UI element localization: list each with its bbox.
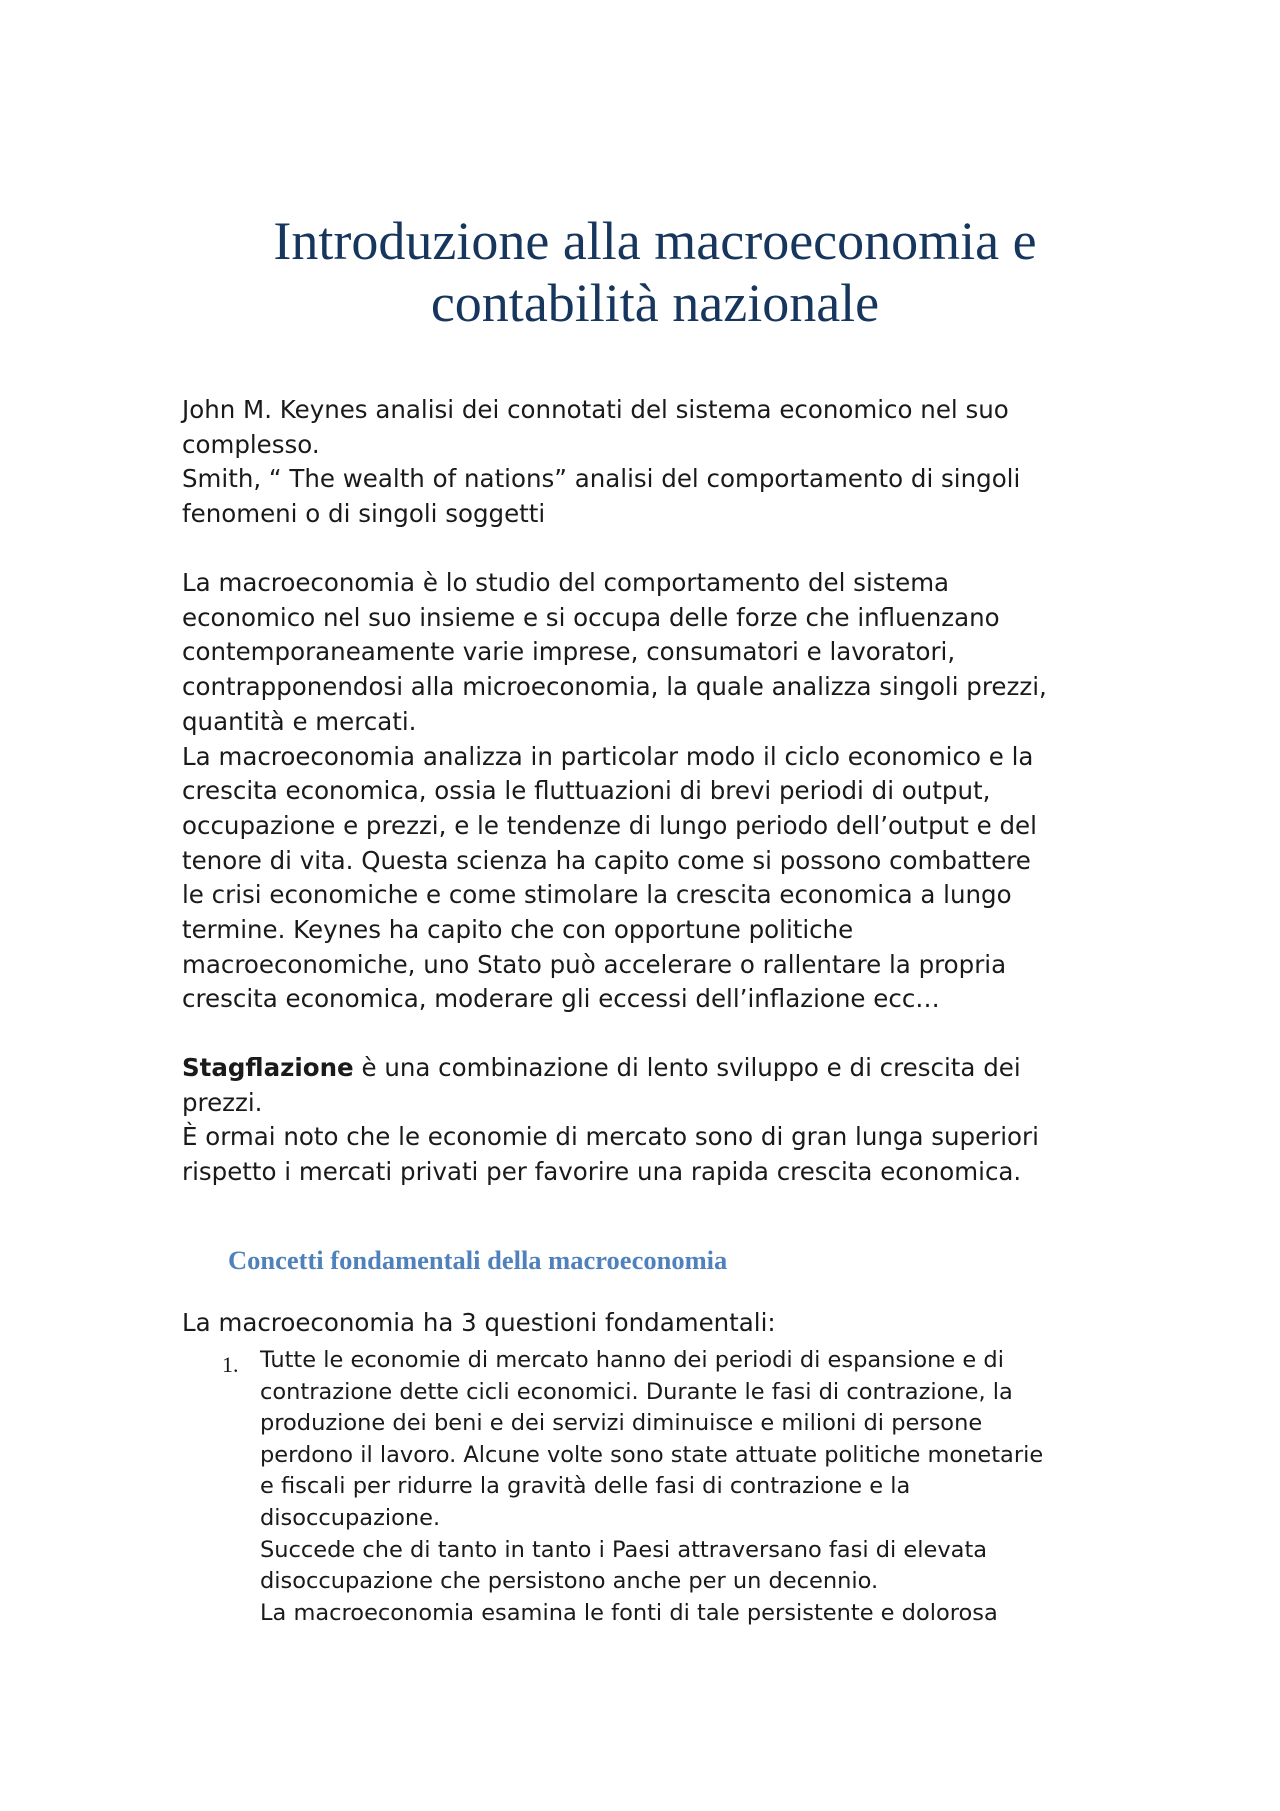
text-line: La macroeconomia ha 3 questioni fondamentali: — [182, 1308, 776, 1337]
list-intro — [182, 1306, 1122, 1341]
text-line: termine. Keynes ha capito che con opportune politiche — [182, 915, 854, 945]
text-line — [182, 1051, 1122, 1086]
text-line: disoccupazione. — [260, 1504, 441, 1531]
text-line: disoccupazione che persistono anche per un decennio. — [260, 1568, 879, 1595]
text-line: perdono il lavoro. Alcune volte sono state attuate politiche monetarie — [260, 1441, 1044, 1468]
text-line: La macroeconomia analizza in particolar modo il ciclo economico e la — [182, 741, 1034, 771]
paragraph-keynes-smith — [182, 393, 1122, 532]
list-item — [260, 1345, 1120, 1629]
text-line: rispetto i mercati privati per favorire una rapida crescita economica. — [182, 1157, 1022, 1187]
text-line: le crisi economiche e come stimolare la crescita economica a lungo — [182, 880, 1012, 910]
text-line: produzione dei beni e dei servizi diminuisce e milioni di persone — [260, 1410, 983, 1437]
text-line: quantità e mercati. — [182, 706, 417, 736]
paragraph-stagflazione — [182, 1051, 1122, 1190]
text-line: John M. Keynes analisi dei connotati del sistema economico nel suo — [182, 395, 1009, 424]
section-heading: Concetti fondamentali della macroeconomia — [228, 1245, 728, 1275]
title-line: contabilità nazionale — [430, 273, 880, 333]
paragraph-macroeconomia — [182, 566, 1122, 1017]
text-line: prezzi. — [182, 1087, 263, 1117]
title-line: Introduzione alla macroeconomia e — [273, 211, 1037, 271]
text-line: Succede che di tanto in tanto i Paesi attraversano fasi di elevata — [260, 1536, 988, 1563]
text-fragment: è una combinazione di lento sviluppo e di crescita dei — [353, 1053, 1021, 1082]
text-line: crescita economica, moderare gli eccessi dell’inflazione ecc… — [182, 984, 940, 1014]
text-line: Smith, “ The wealth of nations” analisi del comportamento di singoli — [182, 464, 1021, 494]
text-line: occupazione e prezzi, e le tendenze di lungo periodo dell’output e del — [182, 810, 1037, 840]
text-line: contemporaneamente varie imprese, consumatori e lavoratori, — [182, 637, 956, 667]
text-line: complesso. — [182, 429, 320, 459]
text-line: macroeconomiche, uno Stato può accelerare o rallentare la propria — [182, 949, 1007, 979]
text-line: fenomeni o di singoli soggetti — [182, 499, 546, 529]
text-line: crescita economica, ossia le fluttuazioni di brevi periodi di output, — [182, 776, 991, 806]
text-line: La macroeconomia esamina le fonti di tale persistente e dolorosa — [260, 1599, 998, 1626]
list-marker: 1. — [222, 1352, 239, 1377]
text-line: È ormai noto che le economie di mercato sono di gran lunga superiori — [182, 1122, 1039, 1152]
text-line: contrapponendosi alla microeconomia, la quale analizza singoli prezzi, — [182, 672, 1047, 702]
text-line: tenore di vita. Questa scienza ha capito come si possono combattere — [182, 845, 1031, 875]
bold-term: Stagflazione — [182, 1053, 354, 1082]
text-line: La macroeconomia è lo studio del comportamento del sistema — [182, 568, 950, 597]
text-line: contrazione dette cicli economici. Durante le fasi di contrazione, la — [260, 1378, 1013, 1405]
document-title — [160, 210, 1150, 334]
text-line: Tutte le economie di mercato hanno dei periodi di espansione e di — [260, 1347, 1004, 1373]
text-line: e fiscali per ridurre la gravità delle fasi di contrazione e la — [260, 1473, 911, 1500]
text-line: economico nel suo insieme e si occupa delle forze che influenzano — [182, 602, 1000, 632]
